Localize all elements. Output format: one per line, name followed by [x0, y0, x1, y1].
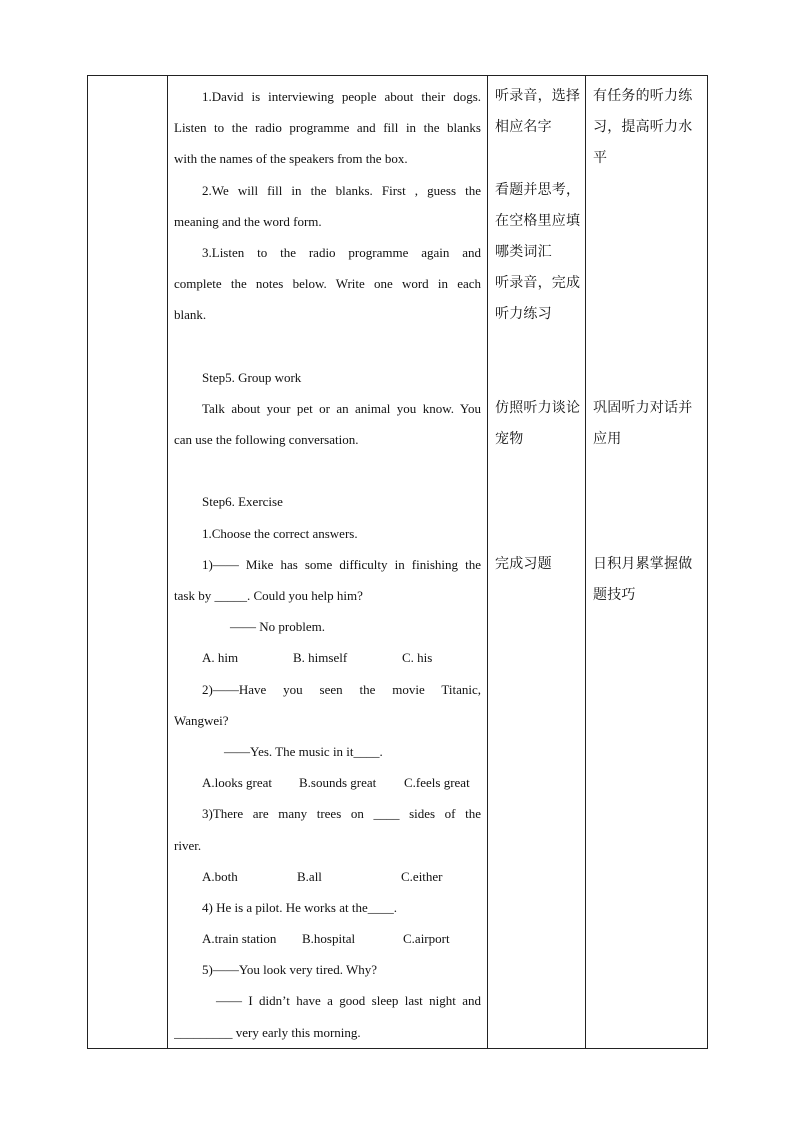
question-3-option-c: C.either [401, 868, 443, 884]
intent-1-line-3: 平 [593, 150, 608, 167]
question-3-line-1: 3)There are many trees on ____ sides of the [202, 806, 481, 822]
question-4-option-c: C.airport [403, 931, 450, 947]
question-4-option-b: B.hospital [302, 931, 356, 947]
listen-task-1-line-3: with the names of the speakers from the box. [174, 151, 408, 167]
question-1-option-c: C. his [402, 650, 433, 666]
question-5-last-line: _________ very early this morning. [174, 1024, 361, 1040]
question-1-option-a: A. him [202, 650, 239, 666]
question-4-option-a: A.train station [202, 931, 277, 947]
activity-3-line-1: 听录音，完成 [495, 275, 581, 292]
listen-task-1-line-1: 1.David is interviewing people about their dogs. [202, 89, 481, 104]
question-1-options [174, 642, 481, 673]
question-1-reply: —— No problem. [230, 619, 325, 635]
question-4-options [174, 923, 481, 954]
activity-5-line-1: 完成习题 [495, 555, 552, 572]
question-3-option-a: A.both [202, 868, 238, 884]
question-3-options [174, 861, 481, 892]
activity-2-line-2: 在空格里应填 [495, 212, 581, 229]
activity-3-line-2: 听力练习 [495, 306, 552, 323]
teaching-content-cell [168, 76, 488, 1049]
listen-task-3-line-1: 3.Listen to the radio programme again and [202, 244, 481, 260]
step6-title: Step6. Exercise [202, 494, 283, 510]
intent-1-line-2: 习，提高听力水 [593, 119, 693, 136]
question-2-options [174, 767, 481, 798]
activity-1-line-1: 听录音，选择 [495, 88, 581, 104]
activity-4-line-1: 仿照听力谈论 [495, 399, 581, 416]
intent-2-line-2: 应用 [593, 431, 622, 448]
stage-column-cell [88, 76, 168, 1049]
listen-task-1-line-2: Listen to the radio programme and fill in the blanks [174, 120, 481, 136]
listen-task-3-line-3: blank. [174, 307, 207, 323]
listen-task-2-line-1: 2.We will fill in the blanks. First , guess the [202, 182, 481, 198]
design-intent-cell [586, 76, 708, 1049]
question-1-line-1: 1)—— Mike has some difficulty in finishing the [202, 556, 481, 572]
question-2-reply: ——Yes. The music in it____. [224, 743, 383, 759]
student-activity-cell [488, 76, 586, 1049]
intent-3-line-1: 日积月累掌握做 [593, 555, 693, 572]
lesson-plan-table [87, 75, 708, 1049]
question-2-option-a: A.looks great [202, 775, 273, 791]
listen-task-3-line-2: complete the notes below. Write one word in each [174, 276, 481, 292]
question-3-line-2: river. [174, 837, 202, 853]
question-2-option-b: B.sounds great [299, 775, 377, 791]
question-1-option-b: B. himself [293, 650, 348, 666]
activity-1-line-2: 相应名字 [495, 119, 552, 136]
step5-text-line-1: Talk about your pet or an animal you know. You [202, 400, 481, 416]
question-5-line: 5)——You look very tired. Why? [202, 962, 378, 978]
intent-1-line-1: 有任务的听力练 [593, 88, 693, 104]
question-3-option-b: B.all [297, 868, 322, 884]
listen-task-2-line-2: meaning and the word form. [174, 213, 322, 229]
question-2-line-2: Wangwei? [174, 712, 229, 728]
step6-instruction: 1.Choose the correct answers. [202, 525, 358, 541]
question-2-line-1: 2)——Have you seen the movie Titanic, [202, 681, 481, 697]
intent-3-line-2: 题技巧 [593, 587, 636, 603]
step5-text-line-2: can use the following conversation. [174, 432, 359, 448]
step5-title: Step5. Group work [202, 369, 302, 385]
activity-2-line-1: 看题并思考， [495, 181, 581, 198]
activity-2-line-3: 哪类词汇 [495, 243, 552, 260]
activity-4-line-2: 宠物 [495, 431, 524, 448]
intent-2-line-1: 巩固听力对话并 [593, 399, 693, 416]
question-2-option-c: C.feels great [404, 775, 470, 791]
question-5-reply: —— I didn’t have a good sleep last night and [216, 993, 481, 1009]
question-4-line: 4) He is a pilot. He works at the____. [202, 899, 397, 915]
question-1-line-2: task by _____. Could you help him? [174, 588, 363, 603]
